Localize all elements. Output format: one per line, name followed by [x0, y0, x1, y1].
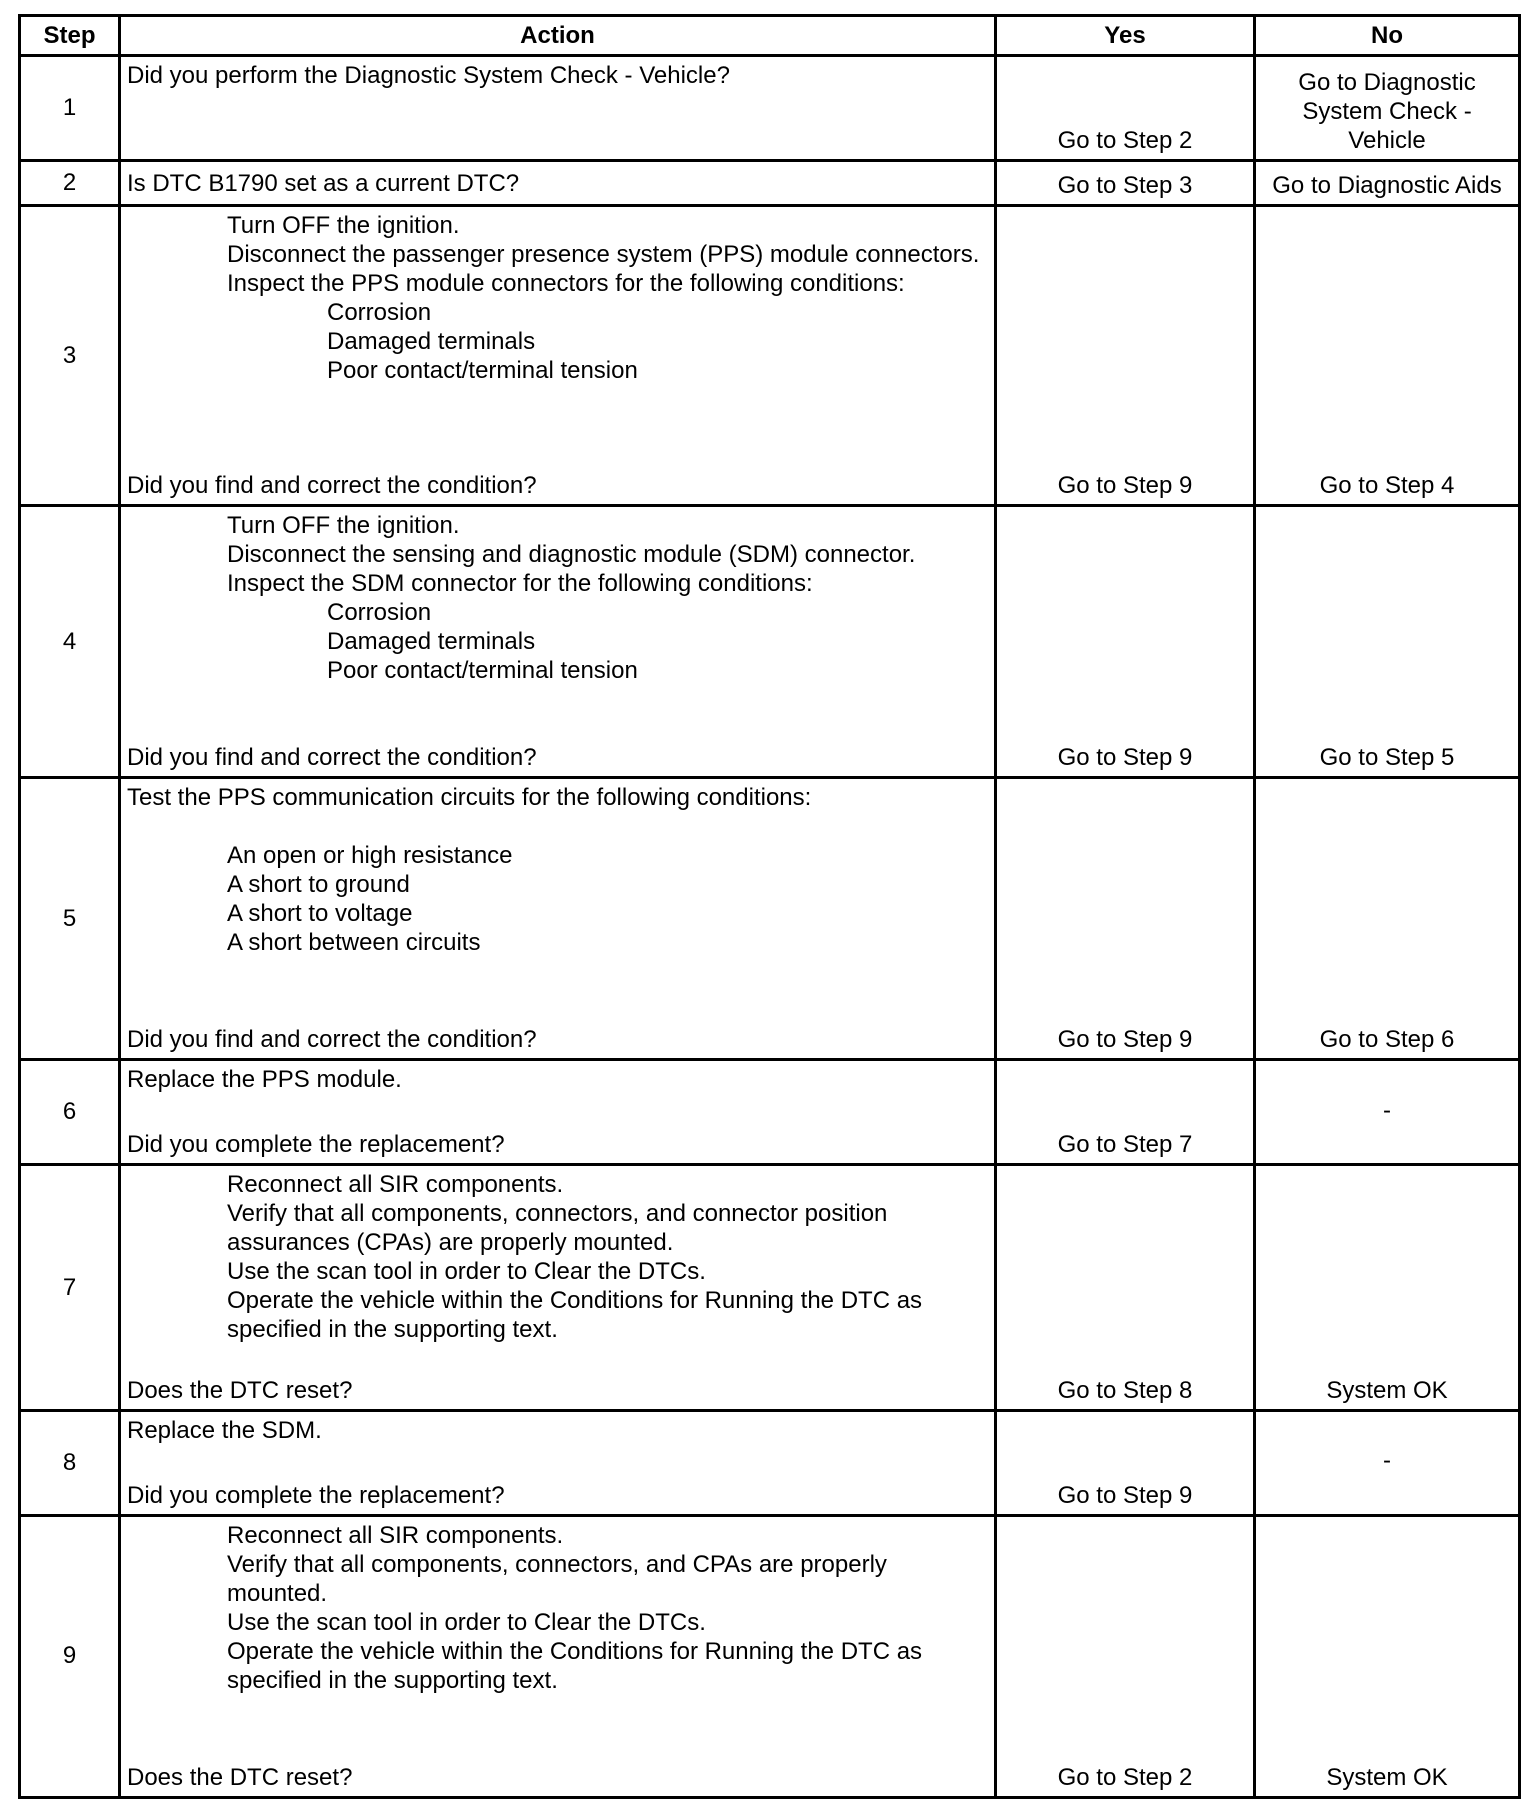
step-number: 6	[20, 1060, 120, 1165]
yes-cell: Go to Step 7	[996, 1060, 1255, 1165]
step-number: 2	[20, 161, 120, 206]
condition-item: An open or high resistance	[227, 842, 513, 870]
condition-item: Poor contact/terminal tension	[327, 657, 638, 685]
action-instruction: Turn OFF the ignition.	[227, 212, 460, 240]
action-cell	[120, 56, 996, 161]
action-instruction: Inspect the SDM connector for the following conditions:	[227, 570, 813, 598]
condition-item: A short to voltage	[227, 900, 413, 928]
action-cell	[120, 1060, 996, 1165]
yes-cell: Go to Step 8	[996, 1165, 1255, 1410]
diagnostic-table	[18, 14, 1521, 1799]
action-question: Did you complete the replacement?	[127, 1131, 505, 1159]
no-cell: Go to Step 4	[1255, 206, 1520, 506]
action-instruction: Operate the vehicle within the Conditions for Running the DTC as specified in the supporting text.	[227, 1287, 923, 1344]
table-row	[20, 1515, 1520, 1797]
table-row	[20, 1060, 1520, 1165]
action-instruction: Reconnect all SIR components.	[227, 1521, 564, 1549]
header-no: No	[1255, 16, 1520, 56]
yes-cell: Go to Step 3	[996, 161, 1255, 206]
action-question: Did you find and correct the condition?	[127, 472, 537, 500]
table-row	[20, 778, 1520, 1060]
yes-cell: Go to Step 9	[996, 1410, 1255, 1515]
condition-item: Damaged terminals	[327, 628, 536, 656]
table-row	[20, 206, 1520, 506]
action-cell	[120, 206, 996, 506]
no-cell: Go to Step 5	[1255, 506, 1520, 778]
action-question: Is DTC B1790 set as a current DTC?	[127, 169, 520, 197]
no-cell: Go to Step 6	[1255, 778, 1520, 1060]
action-question: Did you complete the replacement?	[127, 1481, 505, 1509]
step-number: 4	[20, 506, 120, 778]
header-yes: Yes	[996, 16, 1255, 56]
no-cell: System OK	[1255, 1515, 1520, 1797]
action-question: Does the DTC reset?	[127, 1764, 353, 1791]
header-action: Action	[120, 16, 996, 56]
step-number: 7	[20, 1165, 120, 1410]
step-number: 9	[20, 1515, 120, 1797]
action-instruction: Disconnect the sensing and diagnostic module (SDM) connector.	[227, 541, 916, 569]
condition-item: A short to ground	[227, 871, 410, 899]
action-cell	[120, 778, 996, 1060]
step-number: 3	[20, 206, 120, 506]
yes-cell: Go to Step 9	[996, 206, 1255, 506]
action-question: Did you find and correct the condition?	[127, 1026, 537, 1054]
condition-item: A short between circuits	[227, 929, 481, 957]
action-lead: Replace the PPS module.	[127, 1066, 402, 1094]
no-cell: System OK	[1255, 1165, 1520, 1410]
action-cell	[120, 1165, 996, 1410]
action-question: Does the DTC reset?	[127, 1376, 353, 1404]
no-cell: Go to Diagnostic Aids	[1255, 161, 1520, 206]
action-lead: Test the PPS communication circuits for the following conditions:	[127, 784, 812, 812]
yes-cell: Go to Step 2	[996, 56, 1255, 161]
action-cell	[120, 506, 996, 778]
action-cell	[120, 1410, 996, 1515]
condition-item: Poor contact/terminal tension	[327, 357, 638, 385]
step-number: 8	[20, 1410, 120, 1515]
header-row	[20, 16, 1520, 56]
table-row	[20, 1165, 1520, 1410]
yes-cell: Go to Step 9	[996, 778, 1255, 1060]
no-cell: -	[1255, 1410, 1520, 1515]
action-instruction: Use the scan tool in order to Clear the DTCs.	[227, 1258, 706, 1286]
action-instruction: Reconnect all SIR components.	[227, 1171, 564, 1199]
yes-cell: Go to Step 9	[996, 506, 1255, 778]
step-number: 5	[20, 778, 120, 1060]
no-cell: -	[1255, 1060, 1520, 1165]
action-instruction: Verify that all components, connectors, and connector position assurances (CPAs) are properly mounted.	[227, 1200, 888, 1257]
step-number: 1	[20, 56, 120, 161]
action-instruction: Inspect the PPS module connectors for the following conditions:	[227, 270, 905, 298]
action-instruction: Turn OFF the ignition.	[227, 512, 460, 540]
condition-item: Corrosion	[327, 599, 432, 627]
action-instruction: Operate the vehicle within the Conditions for Running the DTC as specified in the supporting text.	[227, 1637, 923, 1694]
no-cell: Go to Diagnostic System Check - Vehicle	[1255, 56, 1520, 161]
action-lead: Replace the SDM.	[127, 1416, 322, 1444]
action-question: Did you perform the Diagnostic System Check - Vehicle?	[127, 62, 730, 89]
yes-cell: Go to Step 2	[996, 1515, 1255, 1797]
action-question: Did you find and correct the condition?	[127, 744, 537, 772]
table-row	[20, 506, 1520, 778]
action-instruction: Disconnect the passenger presence system (PPS) module connectors.	[227, 241, 980, 269]
condition-item: Corrosion	[327, 299, 432, 327]
table-row	[20, 1410, 1520, 1515]
condition-item: Damaged terminals	[327, 328, 536, 356]
action-cell	[120, 161, 996, 206]
table-row	[20, 56, 1520, 161]
action-instruction: Use the scan tool in order to Clear the DTCs.	[227, 1608, 706, 1636]
table-row	[20, 161, 1520, 206]
header-step: Step	[20, 16, 120, 56]
action-instruction: Verify that all components, connectors, and CPAs are properly mounted.	[227, 1550, 887, 1607]
action-cell	[120, 1515, 996, 1797]
